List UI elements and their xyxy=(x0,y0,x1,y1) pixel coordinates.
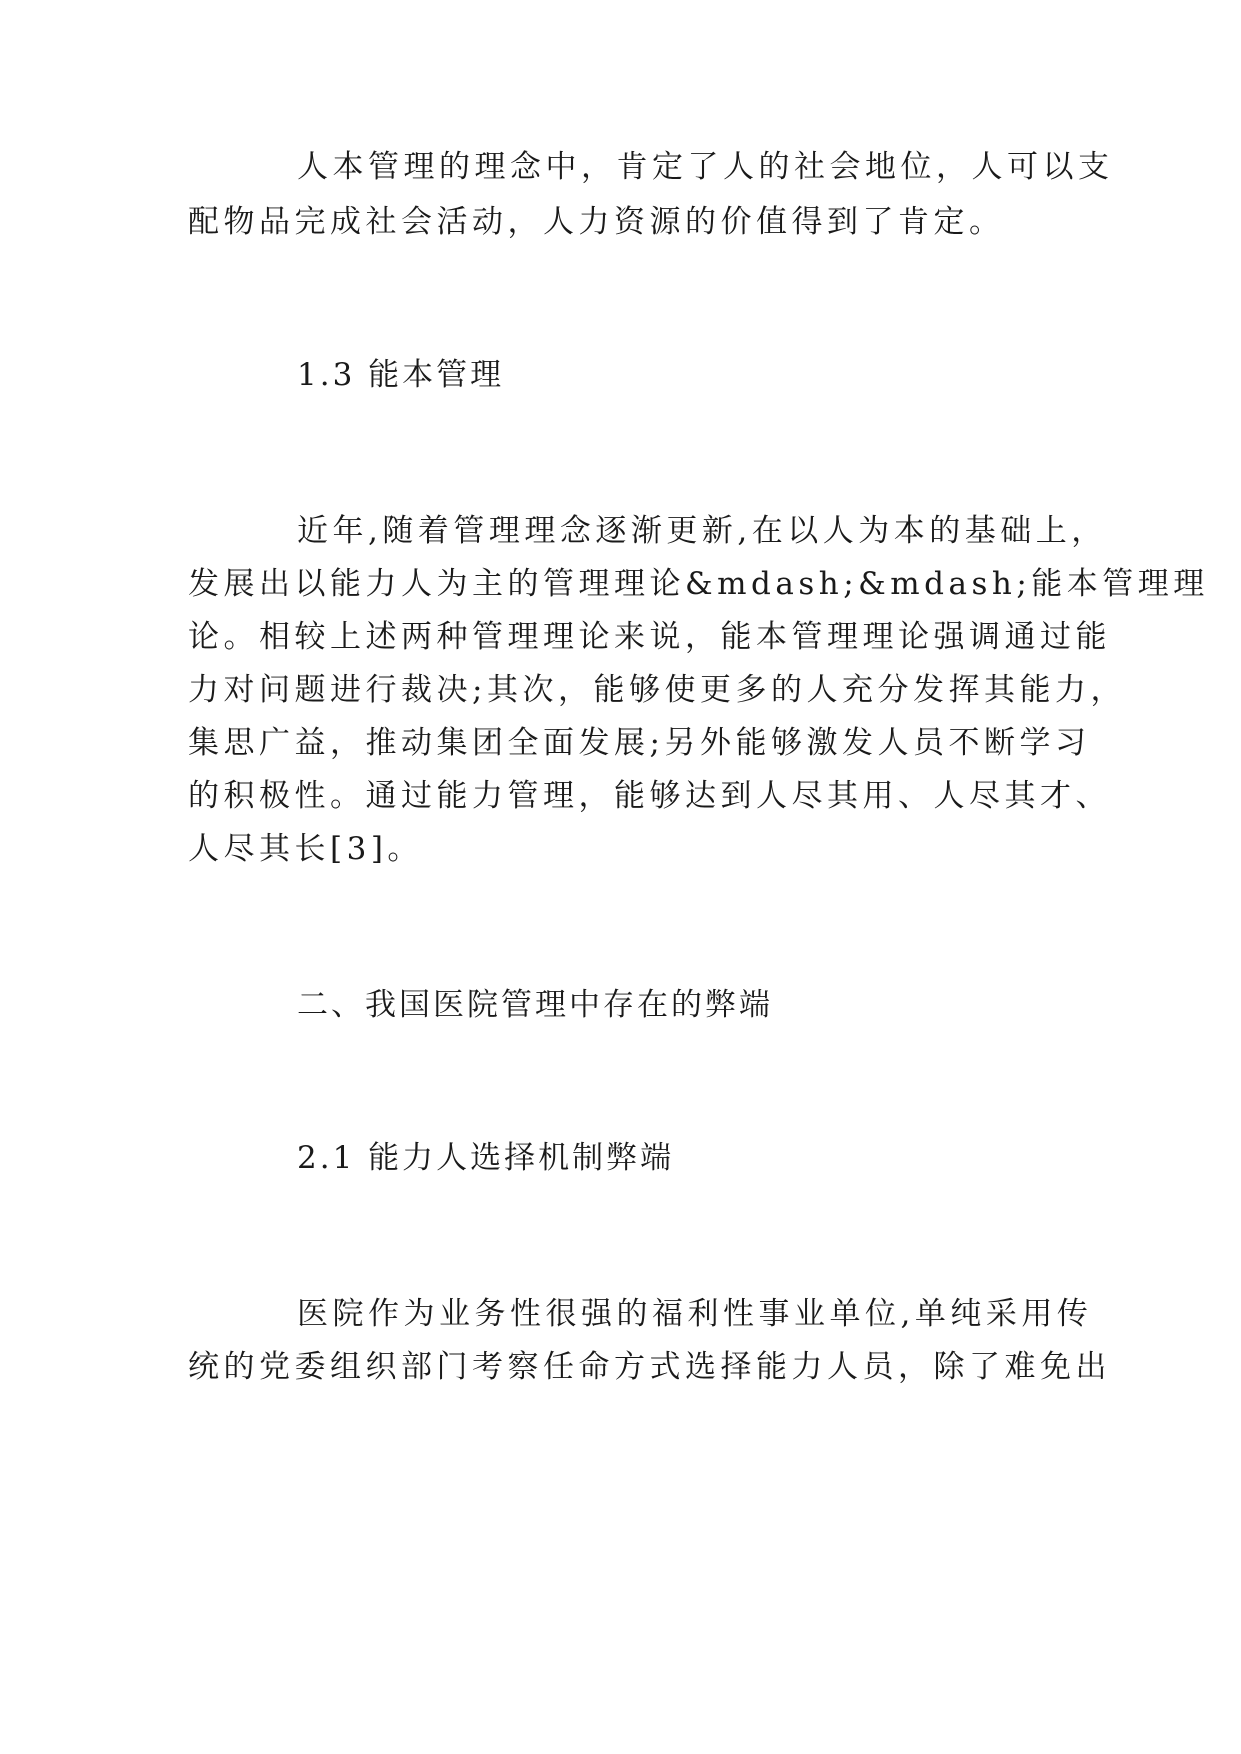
subsection-heading: 2.1 能力人选择机制弊端 xyxy=(297,1140,675,1176)
section-heading: 1.3 能本管理 xyxy=(297,357,505,393)
paragraph-line: 集思广益，推动集团全面发展;另外能够激发人员不断学习 xyxy=(188,725,1091,761)
section-heading: 二、我国医院管理中存在的弊端 xyxy=(297,987,773,1023)
paragraph-line: 人尽其长[3]。 xyxy=(188,831,423,867)
paragraph-line: 统的党委组织部门考察任命方式选择能力人员，除了难免出 xyxy=(188,1349,1111,1385)
paragraph-line: 人本管理的理念中，肯定了人的社会地位，人可以支 xyxy=(297,149,1114,185)
paragraph-line: 近年,随着管理理念逐渐更新,在以人为本的基础上， xyxy=(297,513,1107,549)
paragraph-line: 的积极性。通过能力管理，能够达到人尽其用、人尽其才、 xyxy=(188,778,1111,814)
paragraph-line: 力对问题进行裁决;其次，能够使更多的人充分发挥其能力， xyxy=(188,672,1126,708)
paragraph-line: 医院作为业务性很强的福利性事业单位,单纯采用传 xyxy=(297,1296,1093,1332)
paragraph-line: 配物品完成社会活动，人力资源的价值得到了肯定。 xyxy=(188,204,1005,240)
paragraph-line: 发展出以能力人为主的管理理论&mdash;&mdash;能本管理理 xyxy=(188,566,1209,602)
paragraph-line: 论。相较上述两种管理理论来说，能本管理理论强调通过能 xyxy=(188,619,1111,655)
